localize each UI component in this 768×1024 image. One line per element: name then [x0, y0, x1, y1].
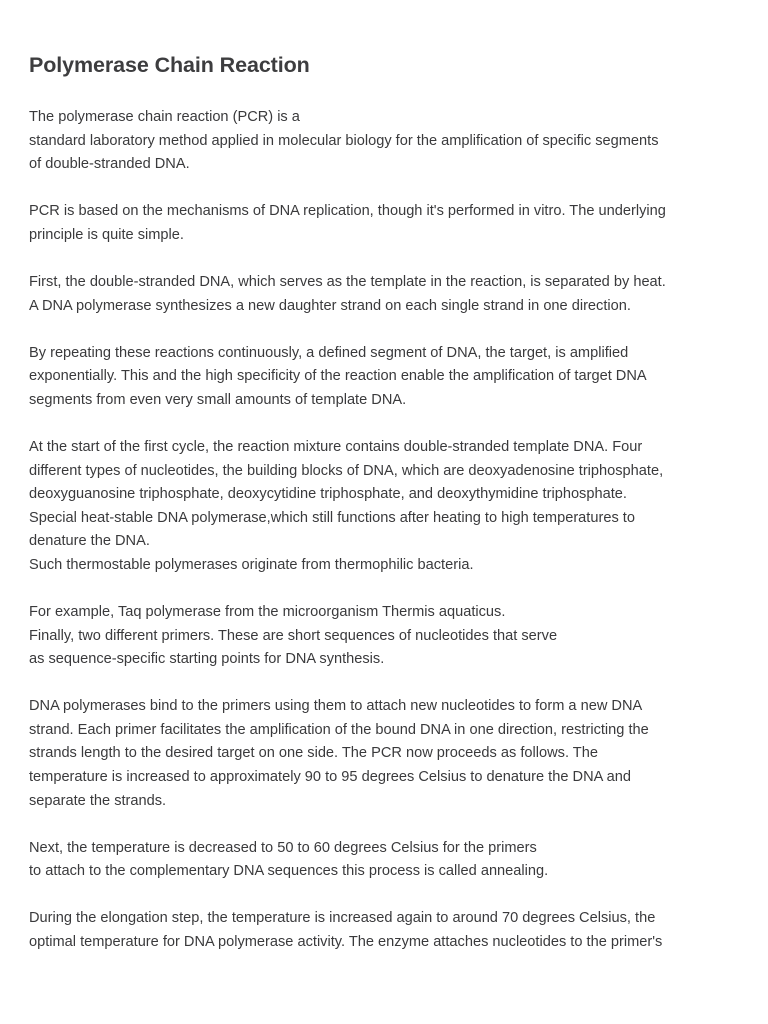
text-line: optimal temperature for DNA polymerase activity. The enzyme attaches nucleotides to the primer's — [29, 934, 663, 951]
text-line: strand. Each primer facilitates the amplification of the bound DNA in one direction, restricting the — [29, 721, 649, 738]
text-line: denature the DNA. — [29, 533, 150, 550]
page-title: Polymerase Chain Reaction — [29, 53, 310, 77]
text-line: Special heat-stable DNA polymerase,which still functions after heating to high temperatures to — [29, 509, 635, 526]
text-line: deoxyguanosine triphosphate, deoxycytidine triphosphate, and deoxythymidine triphosphate. — [29, 486, 627, 503]
text-line: segments from even very small amounts of template DNA. — [29, 391, 407, 408]
text-line: The polymerase chain reaction (PCR) is a — [29, 109, 300, 125]
paragraph-9 — [29, 907, 739, 954]
text-line: as sequence-specific starting points for DNA synthesis. — [29, 651, 385, 668]
text-line: exponentially. This and the high specificity of the reaction enable the amplification of target DNA — [29, 368, 647, 385]
paragraph-6 — [29, 601, 739, 672]
text-line: principle is quite simple. — [29, 226, 184, 243]
paragraph-1 — [29, 106, 739, 177]
text-line: temperature is increased to approximately 90 to 95 degrees Celsius to denature the DNA and — [29, 769, 631, 786]
paragraph-8 — [29, 837, 739, 884]
text-line: At the start of the first cycle, the reaction mixture contains double-stranded template DNA. Four — [29, 438, 643, 455]
text-line: separate the strands. — [29, 792, 167, 809]
text-line: A DNA polymerase synthesizes a new daughter strand on each single strand in one direction. — [29, 297, 631, 314]
text-line: During the elongation step, the temperature is increased again to around 70 degrees Celsius, the — [29, 910, 656, 927]
paragraph-5 — [29, 436, 739, 578]
text-line: of double-stranded DNA. — [29, 156, 190, 173]
text-line: strands length to the desired target on one side. The PCR now proceeds as follows. The — [29, 745, 598, 762]
text-line: DNA polymerases bind to the primers using them to attach new nucleotides to form a new DNA — [29, 698, 643, 715]
text-line: Such thermostable polymerases originate from thermophilic bacteria. — [29, 556, 474, 573]
paragraph-2 — [29, 200, 739, 247]
text-line: Finally, two different primers. These are short sequences of nucleotides that serve — [29, 627, 558, 644]
text-line: For example, Taq polymerase from the microorganism Thermis aquaticus. — [29, 604, 506, 620]
paragraph-3 — [29, 271, 739, 318]
paragraph-7 — [29, 695, 739, 813]
paragraph-4 — [29, 342, 739, 413]
text-line: PCR is based on the mechanisms of DNA replication, though it's performed in vitro. The underlying — [29, 203, 666, 220]
article — [29, 50, 739, 978]
text-line: to attach to the complementary DNA sequences this process is called annealing. — [29, 863, 549, 880]
text-line: standard laboratory method applied in molecular biology for the amplification of specific segments — [29, 132, 659, 149]
text-line: different types of nucleotides, the building blocks of DNA, which are deoxyadenosine triphosphate, — [29, 462, 664, 479]
text-line: First, the double-stranded DNA, which serves as the template in the reaction, is separated by heat. — [29, 273, 666, 290]
text-line: Next, the temperature is decreased to 50 to 60 degrees Celsius for the primers — [29, 839, 537, 856]
text-line: By repeating these reactions continuously, a defined segment of DNA, the target, is amplified — [29, 344, 629, 361]
